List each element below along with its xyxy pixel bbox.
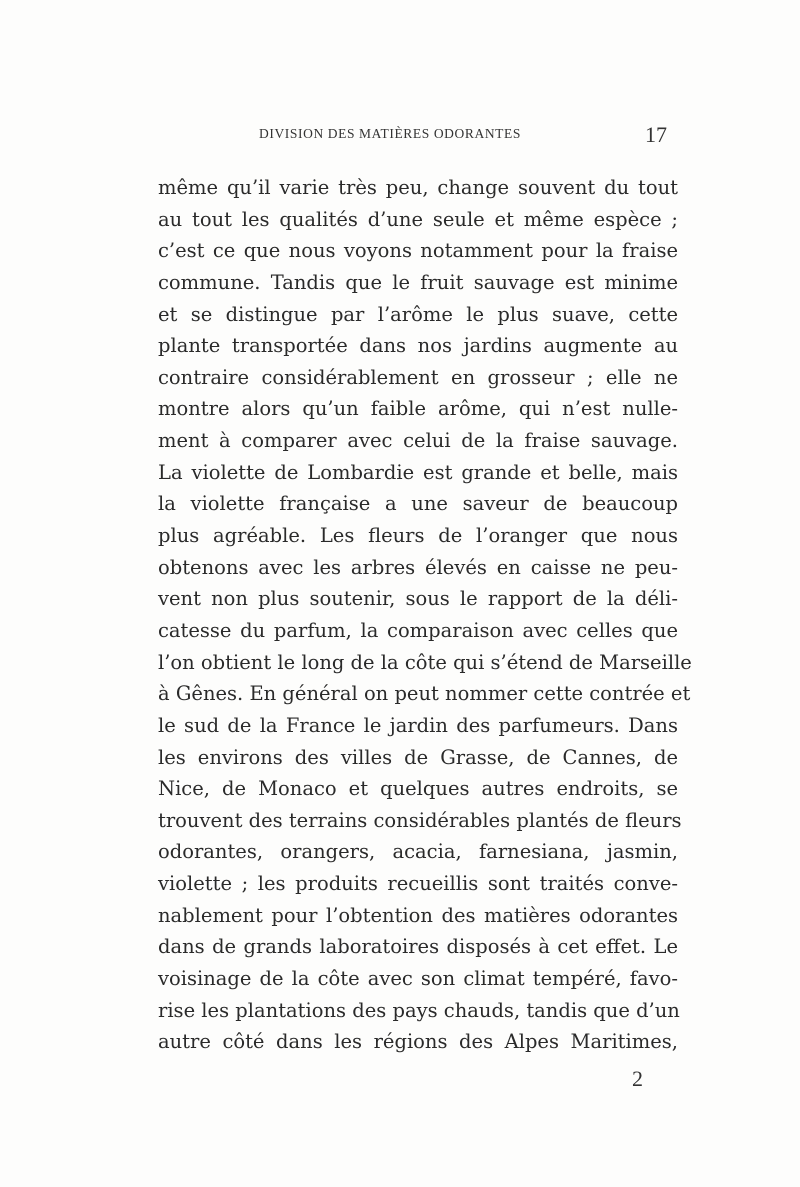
text-line: et se distingue par l’arôme le plus suave, cette (158, 302, 678, 326)
text-line: odorantes, orangers, acacia, farnesiana, jasmin, (158, 840, 678, 864)
page-number: 17 (645, 122, 667, 147)
text-line: obtenons avec les arbres élevés en caisse ne peu- (158, 555, 678, 579)
text-line: autre côté dans les régions des Alpes Maritimes, (158, 1030, 678, 1054)
text-line: c’est ce que nous voyons notamment pour la fraise (158, 239, 678, 263)
signature-mark: 2 (632, 1066, 643, 1091)
text-line: trouvent des terrains considérables plantés de fleurs (158, 808, 682, 832)
text-line: nablement pour l’obtention des matières odorantes (158, 903, 678, 927)
text-line: plus agréable. Les fleurs de l’oranger que nous (158, 524, 678, 548)
text-line: au tout les qualités d’une seule et même espèce ; (158, 207, 678, 231)
text-line: catesse du parfum, la comparaison avec celles que (158, 618, 678, 642)
text-line: à Gênes. En général on peut nommer cette contrée et (158, 682, 691, 706)
text-line: vent non plus soutenir, sous le rapport de la déli- (158, 587, 678, 611)
text-line: la violette française a une saveur de beaucoup (158, 492, 678, 516)
text-line: plante transportée dans nos jardins augmente au (158, 334, 678, 358)
text-line: violette ; les produits recueillis sont traités conve- (158, 872, 678, 896)
body-text (158, 172, 692, 1058)
text-line: commune. Tandis que le fruit sauvage est minime (158, 270, 678, 294)
text-line: La violette de Lombardie est grande et belle, mais (158, 460, 678, 484)
text-line: ment à comparer avec celui de la fraise sauvage. (158, 429, 678, 453)
text-line: rise les plantations des pays chauds, tandis que d’un (158, 998, 680, 1022)
text-line: même qu’il varie très peu, change souvent du tout (158, 176, 678, 199)
running-title: DIVISION DES MATIÈRES ODORANTES (259, 126, 521, 141)
text-line: le sud de la France le jardin des parfumeurs. Dans (158, 713, 678, 737)
text-line: l’on obtient le long de la côte qui s’étend de Marseille (158, 650, 692, 674)
text-line: dans de grands laboratoires disposés à cet effet. Le (158, 935, 678, 959)
text-line: contraire considérablement en grosseur ; elle ne (158, 365, 678, 389)
text-line: Nice, de Monaco et quelques autres endroits, se (158, 777, 678, 801)
text-line: voisinage de la côte avec son climat tempéré, favo- (158, 967, 678, 991)
text-line: montre alors qu’un faible arôme, qui n’est nulle- (158, 397, 678, 421)
text-line: les environs des villes de Grasse, de Cannes, de (158, 745, 678, 769)
